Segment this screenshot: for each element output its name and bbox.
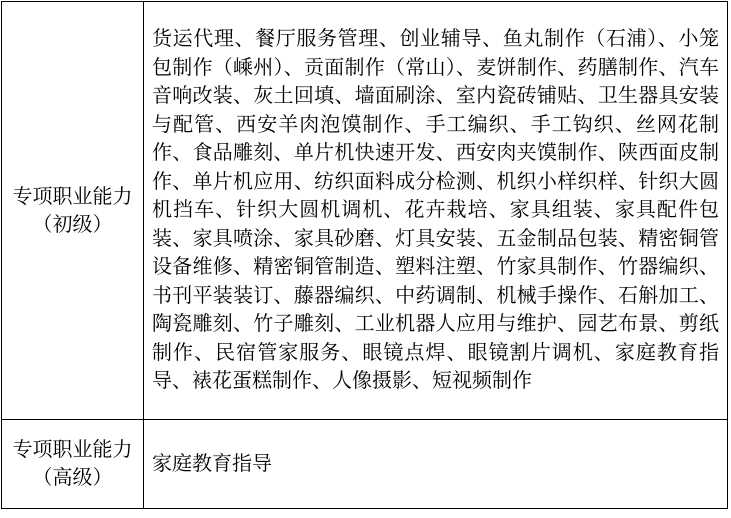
category-label-line1: 专项职业能力 xyxy=(12,439,133,461)
category-cell-advanced xyxy=(2,420,144,509)
category-label-line2: （初级） xyxy=(32,213,113,236)
category-label-line2: （高级） xyxy=(32,467,113,489)
table-row-advanced-level xyxy=(2,420,728,509)
category-cell-primary xyxy=(2,2,144,420)
items-cell-primary: 货运代理、餐厅服务管理、创业辅导、鱼丸制作（石浦）、小笼包制作（嵊州）、贡面制作（常山）、麦饼制作、药膳制作、汽车音响改装、灰土回填、墙面刷涂、室内瓷砖铺贴、卫生器具安装与配管、西安羊肉泡馍制作、手工编织、手工钩织、丝网花制作、食品雕刻、单片机快速开发、西安肉夹馍制作、陕西面皮制作、单片机应用、纺织面料成分检测、机织小样织样、针织大圆机挡车、针织大圆机调机、花卉栽培、家具组装、家具配件包装、家具喷涂、家具砂磨、灯具安装、五金制品包装、精密铜管设备维修、精密铜管制造、塑料注塑、竹家具制作、竹器编织、书刊平装装订、藤器编织、中药调制、机械手操作、石斛加工、陶瓷雕刻、竹子雕刻、工业机器人应用与维护、园艺布景、剪纸制作、民宿管家服务、眼镜点焊、眼镜割片调机、家庭教育指导、裱花蛋糕制作、人像摄影、短视频制作 xyxy=(144,2,728,420)
table-body xyxy=(2,2,728,509)
table-row-primary-level xyxy=(2,2,728,420)
vocational-skills-table xyxy=(1,1,728,509)
category-label-line1: 专项职业能力 xyxy=(12,185,133,208)
items-cell-advanced: 家庭教育指导 xyxy=(144,420,728,509)
